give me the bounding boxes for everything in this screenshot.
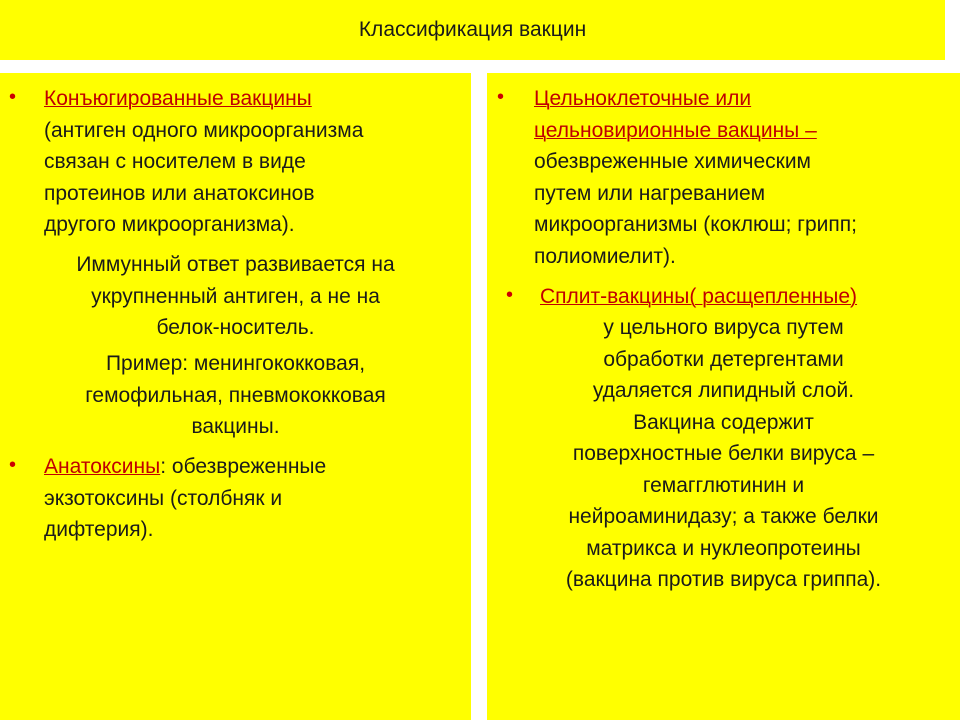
bullet-icon: • [9,454,17,476]
conjugated-vaccines-label: Конъюгированные вакцины [44,87,312,110]
whole-cell-vaccines-item [534,83,954,272]
toxoids-text-line: экзотоксины (столбняк и [44,486,283,510]
split-line: Вакцина содержит [633,410,814,434]
split-line: удаляется липидный слой. [592,379,855,402]
split-vaccines-label: Сплит-вакцины( расщепленные) [540,285,858,308]
example-text [0,348,471,443]
conjugated-text-line: протеинов или анатоксинов [44,181,315,205]
split-line: у цельного вируса путем [603,316,844,339]
whole-cell-text-line: микроорганизмы (коклюш; грипп; [534,213,857,236]
bullet-icon: • [506,284,514,306]
immune-response-text [0,249,471,344]
example-line: гемофильная, пневмококковая [85,383,386,407]
toxoids-item [44,451,464,546]
slide-title-text: Классификация вакцин [358,18,587,41]
split-vaccines-label-row [540,281,955,313]
whole-cell-vaccines-label: цельновирионные вакцины – [534,118,817,142]
whole-cell-vaccines-label: Цельноклеточные или [534,87,752,110]
toxoids-label: Анатоксины [44,455,161,478]
conjugated-text-line: (антиген одного микроорганизма [44,118,364,142]
split-line: обработки детергентами [603,347,844,371]
whole-cell-text-line: путем или нагреванием [534,181,766,205]
split-line: нейроаминидазу; а также белки [568,505,879,528]
bullet-icon: • [497,86,505,108]
example-line: вакцины. [191,415,280,438]
split-line: матрикса и нуклеопротеины [586,536,861,560]
bullet-icon: • [9,86,17,108]
split-vaccines-text [487,312,960,596]
left-panel [0,73,471,720]
whole-cell-text-line: полиомиелит). [534,244,676,268]
immune-line: белок-носитель. [156,316,315,339]
toxoids-text-line: дифтерия). [44,518,154,541]
conjugated-text-line: другого микроорганизма). [44,213,295,236]
immune-line: укрупненный антиген, а не на [91,284,380,308]
immune-line: Иммунный ответ развивается на [76,253,395,276]
split-line: (вакцина против вируса гриппа). [565,568,882,591]
right-panel [487,73,960,720]
split-line: поверхностные белки вируса – [572,442,875,465]
example-line: Пример: менингококковая, [105,352,366,375]
split-line: гемагглютинин и [642,473,805,497]
conjugated-text-line: связан с носителем в виде [44,150,306,173]
whole-cell-text-line: обезвреженные химическим [534,150,811,173]
slide-title [0,0,945,60]
conjugated-vaccines-item [44,83,464,241]
toxoids-text: : обезвреженные [160,455,327,478]
